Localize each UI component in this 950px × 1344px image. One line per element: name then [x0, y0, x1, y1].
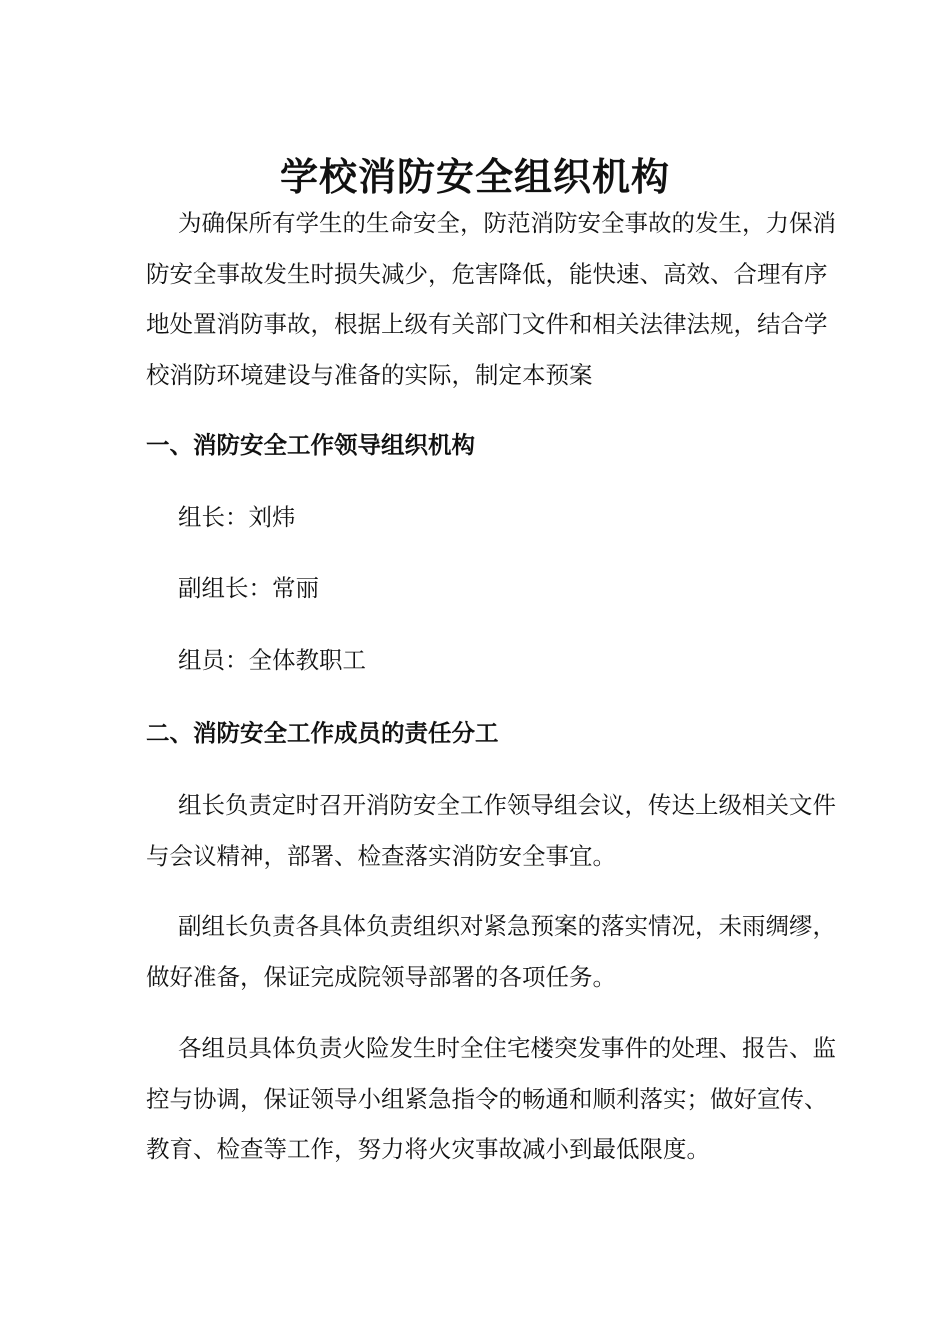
- section2-paragraph-2: 副组长负责各具体负责组织对紧急预案的落实情况，未雨绸缪，做好准备，保证完成院领导部署的各项任务。: [146, 912, 836, 991]
- intro-paragraph: 为确保所有学生的生命安全，防范消防安全事故的发生，力保消防安全事故发生时损失减少，危害降低，能快速、高效、合理有序地处置消防事故，根据上级有关部门文件和相关法律法规，结合学校消防环境建设与准备的实际，制定本预案: [146, 209, 836, 389]
- members-line: 组员：全体教职工: [178, 646, 366, 674]
- section2-paragraph-1: 组长负责定时召开消防安全工作领导组会议，传达上级相关文件与会议精神，部署、检查落实消防安全事宜。: [146, 791, 836, 870]
- section2-heading: 二、消防安全工作成员的责任分工: [146, 719, 499, 747]
- document-title: 学校消防安全组织机构: [279, 154, 670, 200]
- section2-paragraph-3: 各组员具体负责火险发生时全住宅楼突发事件的处理、报告、监控与协调，保证领导小组紧急指令的畅通和顺利落实；做好宣传、教育、检查等工作，努力将火灾事故减小到最低限度。: [146, 1034, 836, 1163]
- deputy-line: 副组长：常丽: [178, 574, 319, 602]
- section1-heading: 一、消防安全工作领导组织机构: [146, 431, 475, 459]
- leader-line: 组长：刘炜: [178, 503, 296, 531]
